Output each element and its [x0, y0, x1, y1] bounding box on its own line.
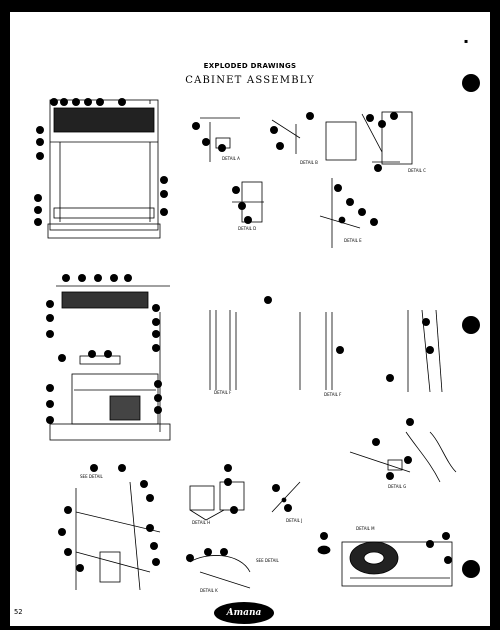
detail-k-label: DETAIL K	[200, 588, 218, 593]
detail-a-label: DETAIL A	[222, 156, 240, 161]
page-number: 52	[14, 608, 23, 616]
amana-logo: Amana	[214, 602, 274, 624]
detail-e-label: DETAIL E	[344, 238, 362, 243]
detail-h-label: DETAIL H	[192, 520, 211, 525]
detail-g-sketch	[350, 432, 456, 482]
detail-f-label: DETAIL F	[214, 390, 232, 395]
detail-k-sketch	[190, 555, 250, 588]
vertical-trim-strips	[210, 310, 442, 392]
detail-j-label: DETAIL J	[286, 518, 303, 523]
binder-hole-bottom	[462, 560, 480, 578]
binder-hole-middle	[462, 316, 480, 334]
see-detail-label: SEE DETAIL	[80, 474, 103, 479]
detail-b-sketch	[272, 120, 356, 160]
binder-hole-top	[462, 74, 480, 92]
main-cabinet-assembly	[48, 100, 160, 238]
detail-m-sketch	[318, 542, 452, 586]
detail-f2-label: DETAIL F	[324, 392, 342, 397]
header-title: EXPLODED DRAWINGS	[203, 62, 297, 70]
header-subtitle: CABINET ASSEMBLY	[185, 75, 315, 86]
corner-mark: ▪	[464, 38, 469, 45]
detail-b-label: DETAIL B	[300, 160, 318, 165]
detail-c-label: DETAIL C	[408, 168, 426, 173]
see-detail-label-2: SEE DETAIL	[256, 558, 279, 563]
detail-d-label: DETAIL D	[238, 226, 257, 231]
exploded-drawing	[10, 12, 490, 626]
diagram-sheet	[10, 12, 490, 626]
detail-m-label: DETAIL M	[356, 526, 375, 531]
detail-g-label: DETAIL G	[388, 484, 407, 489]
detail-h-sketch	[190, 482, 244, 520]
door-assembly	[50, 286, 170, 440]
